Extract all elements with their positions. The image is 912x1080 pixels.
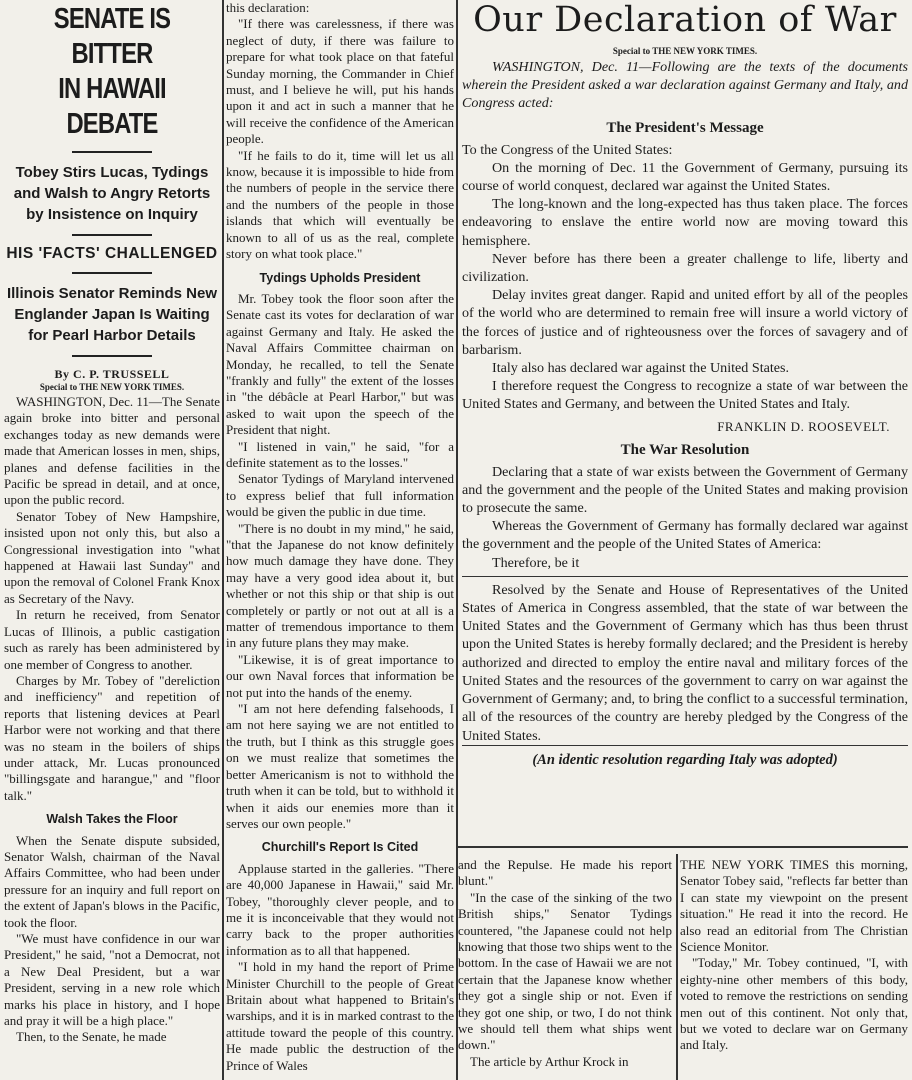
column-senate-debate [4,0,220,1080]
article-body [458,854,672,1070]
subhead: Tydings Upholds President [259,270,421,285]
paragraph: "I listened in vain," he said, "for a definite statement as to the losses." [226,438,454,470]
dateline-credit: Special to THE NEW YORK TIMES. [612,46,758,56]
deck [4,283,220,346]
paragraph: Whereas the Government of Germany has formally declared war against the government and the people of the United States of America: [462,518,908,553]
deck-line: by Insistence on Inquiry [26,206,198,223]
paragraph: "If he fails to do it, time will let us all know, because it is impossible to hide from the numbers of people in the service there and the numbers of the people in those islands that which will eventually be known to all of us as the real, complete story on what took place." [226,147,454,262]
dateline-credit: Special to THE NEW YORK TIMES. [39,382,185,392]
paragraph: The long-known and the long-expected has thus taken place. The forces endeavoring to enslave the entire world now are moving toward this hemisphere. [462,196,908,249]
deck-caps: HIS 'FACTS' CHALLENGED [6,245,218,262]
paragraph: "If there was carelessness, if there was neglect of duty, if there was failure to prepare for what took place on that fateful Sunday morning, the Commander in Chief must, and I believe he will, put his hands upon it and act in such a manner that he will receive the confidence of the American people. [226,16,454,147]
paragraph: "In the case of the sinking of the two British ships," Senator Tydings countered, "the Japanese could not help knowing that those two ships went to the bottom. In the case of Hawaii we are not certain that the Japanese know whether they got a single ship or not. Even if they got one ship, or two, I do not think we should tell them what ships went down." [458,889,672,1053]
paragraph: WASHINGTON, Dec. 11—The Senate again broke into bitter and personal exchanges today as new demands were made that American losses in men, ships, planes and defense facilities in the Pacific be spread in detail, and at once, upon the public record. [4,394,220,508]
subhead-war-resolution: The War Resolution [620,441,750,458]
headline-line: IN HAWAII DEBATE [58,73,166,140]
paragraph: I therefore request the Congress to recognize a state of war between the United States and Germany, and between the United States and Italy. [462,378,908,413]
paragraph: Senator Tydings of Maryland intervened to express belief that full information would be given the public in due time. [226,471,454,520]
message-body [462,141,908,414]
paragraph: Then, to the Senate, he made [16,1029,167,1045]
deck-line: Illinois Senator Reminds New [6,285,218,302]
subhead-presidents-message: The President's Message [606,119,764,136]
paragraph: Charges by Mr. Tobey of "dereliction and inefficiency" and repetition of reports that listening devices at Pearl Harbor were not working and that there was no steam in the boilers of ships under attack, Mr. Lucas pronounced "billingsgate and harangue," and "floor talk." [4,672,220,803]
signature: FRANKLIN D. ROOSEVELT. [717,418,890,434]
column-continuation-lower [458,854,672,1080]
paragraph: "I am not here defending falsehoods, I am not here saying we are not entitled to the truth, but I think as this struggle goes on we must realize that sometimes the better Americanism is not to withhold the truth when it can be told, but to withhold it when it aids our enemies more than it serves our own people." [226,701,454,831]
paragraph: "There is no doubt in my mind," he said, "that the Japanese do not know definitely how much damage they have done. They may have a very good idea about it, but whether or not this ship or that ship is out completely or partly or not out at all is a matter of tremendous importance to them in any future plans they may make. [226,520,454,651]
divider [72,234,152,236]
article-body [226,0,454,1074]
paragraph: this declaration: [226,0,310,15]
paragraph: "Likewise, it is of great importance to our own Naval forces that information be not put into the hands of the enemy. [226,651,454,700]
column-rule [676,854,678,1080]
paragraph: Mr. Tobey took the floor soon after the Senate cast its votes for declaration of war against Germany and Italy. He asked the Naval Affairs Committee chairman on Monday, he recalled, to tell the Senate "frankly and fully" the extent of the losses in "the débâcle at Pearl Harbor," but was asked to wait upon the speech of the President that night. [226,290,454,438]
deck-line: Tobey Stirs Lucas, Tydings [15,164,209,181]
article-body [680,854,908,1054]
subhead: Churchill's Report Is Cited [261,840,419,855]
divider [72,151,152,153]
deck [4,162,220,225]
paragraph: When the Senate dispute subsided, Senator Walsh, chairman of the Naval Affairs Committee, who had been under pressure for an inquiry and full report on the extent of Japan's blows in the Pacific, took the floor. [4,832,220,930]
divider [72,355,152,357]
salutation: To the Congress of the United States: [462,141,673,158]
paragraph: "I hold in my hand the report of Prime Minister Churchill to the people of Great Britain about what happened to Britain's warships, and it is in marked contrast to the attitude toward the people of this country. He made public the destruction of the Prince of Wales [226,959,454,1073]
paragraph: On the morning of Dec. 11 the Government of Germany, pursuing its course of world conquest, declared war against the United States. [462,159,908,195]
paragraph: "Today," Mr. Tobey continued, "I, with eighty-nine other members of this body, voted to remove the restrictions on sending men out of this continent. Not only that, but we voted to declare war on Germany and Italy. [680,955,908,1053]
resolution-body [462,463,908,746]
deck-line: for Pearl Harbor Details [28,327,196,344]
paragraph: Italy also has declared war against the United States. [492,360,790,377]
paragraph: and the Repulse. He made his report blunt." [458,857,672,889]
paragraph: Delay invites great danger. Rapid and united effort by all of the peoples of the world who are determined to remain free will insure a world victory of the forces of justice and of righteousness over the forces of savagery and of barbarism. [462,287,908,358]
paragraph: "We must have confidence in our war President," he said, "not a Democrat, not a New Deal President, but a war President, serving in a new role which marks his place in history, and I hope and pray it will be a high place." [4,931,220,1029]
column-continuation-lower [680,854,908,1080]
deck-line: Englander Japan Is Waiting [14,306,210,323]
paragraph: Therefore, be it [492,554,580,571]
subhead: Walsh Takes the Floor [46,812,178,827]
article-body [4,394,220,1046]
paragraph: Senator Tobey of New Hampshire, insisted upon not only this, but also a Congressional investigation into "what happened at Hawaii last Sunday" and upon the removal of Colonel Frank Knox as Secretary of the Navy. [4,508,220,606]
divider [72,272,152,274]
column-rule [222,0,224,1080]
resolved-clause: Resolved by the Senate and House of Representatives of the United States of America in Congress assembled, that the state of war between the United States and the Government of Germany which has thus been thrust upon the United States is hereby formally declared; and the President is hereby authorized and directed to employ the entire naval and military forces of the United States and the resources of the government to carry on war against the Government of Germany; and, to bring the conflict to a successful termination, all of the resources of the country are hereby pledged by the Congress of the United States. [462,581,908,744]
headline-line: SENATE IS BITTER [53,3,171,70]
resolved-clause-box [462,576,908,746]
declaration-title: Our Declaration of War [473,0,897,40]
paragraph: In return he received, from Senator Lucas of Illinois, a public castigation such as rarely has been administered by one member of Congress to another. [4,607,220,672]
paragraph: The article by Arthur Krock in [470,1053,629,1069]
paragraph: Applause started in the galleries. "There are 40,000 Japanese in Hawaii," said Mr. Tobey, "thoroughly clever people, and to me it is inconceivable that they would not carry back to the proper authorities information as to all that happened. [226,860,454,958]
byline: By C. P. TRUSSELL [54,367,170,381]
deck-line: and Walsh to Angry Retorts [13,185,211,202]
headline [23,2,200,142]
closing-note: (An identic resolution regarding Italy was adopted) [532,751,838,768]
column-continuation [226,0,454,1073]
section-rule [458,846,908,848]
paragraph: Declaring that a state of war exists between the Government of Germany and the government and the people of the United States and making provision to prosecute the same. [462,463,908,517]
column-declaration [462,0,908,842]
intro-paragraph: WASHINGTON, Dec. 11—Following are the texts of the documents wherein the President asked a war declaration against Germany and Italy, and Congress acted: [462,59,908,112]
paragraph: THE NEW YORK TIMES this morning, Senator Tobey said, "reflects far better than I can state my viewpoint on the present situation." He read it into the record. He also read an editorial from The Christian Science Monitor. [680,857,908,955]
paragraph: Never before has there been a greater challenge to life, liberty and civilization. [462,250,908,286]
